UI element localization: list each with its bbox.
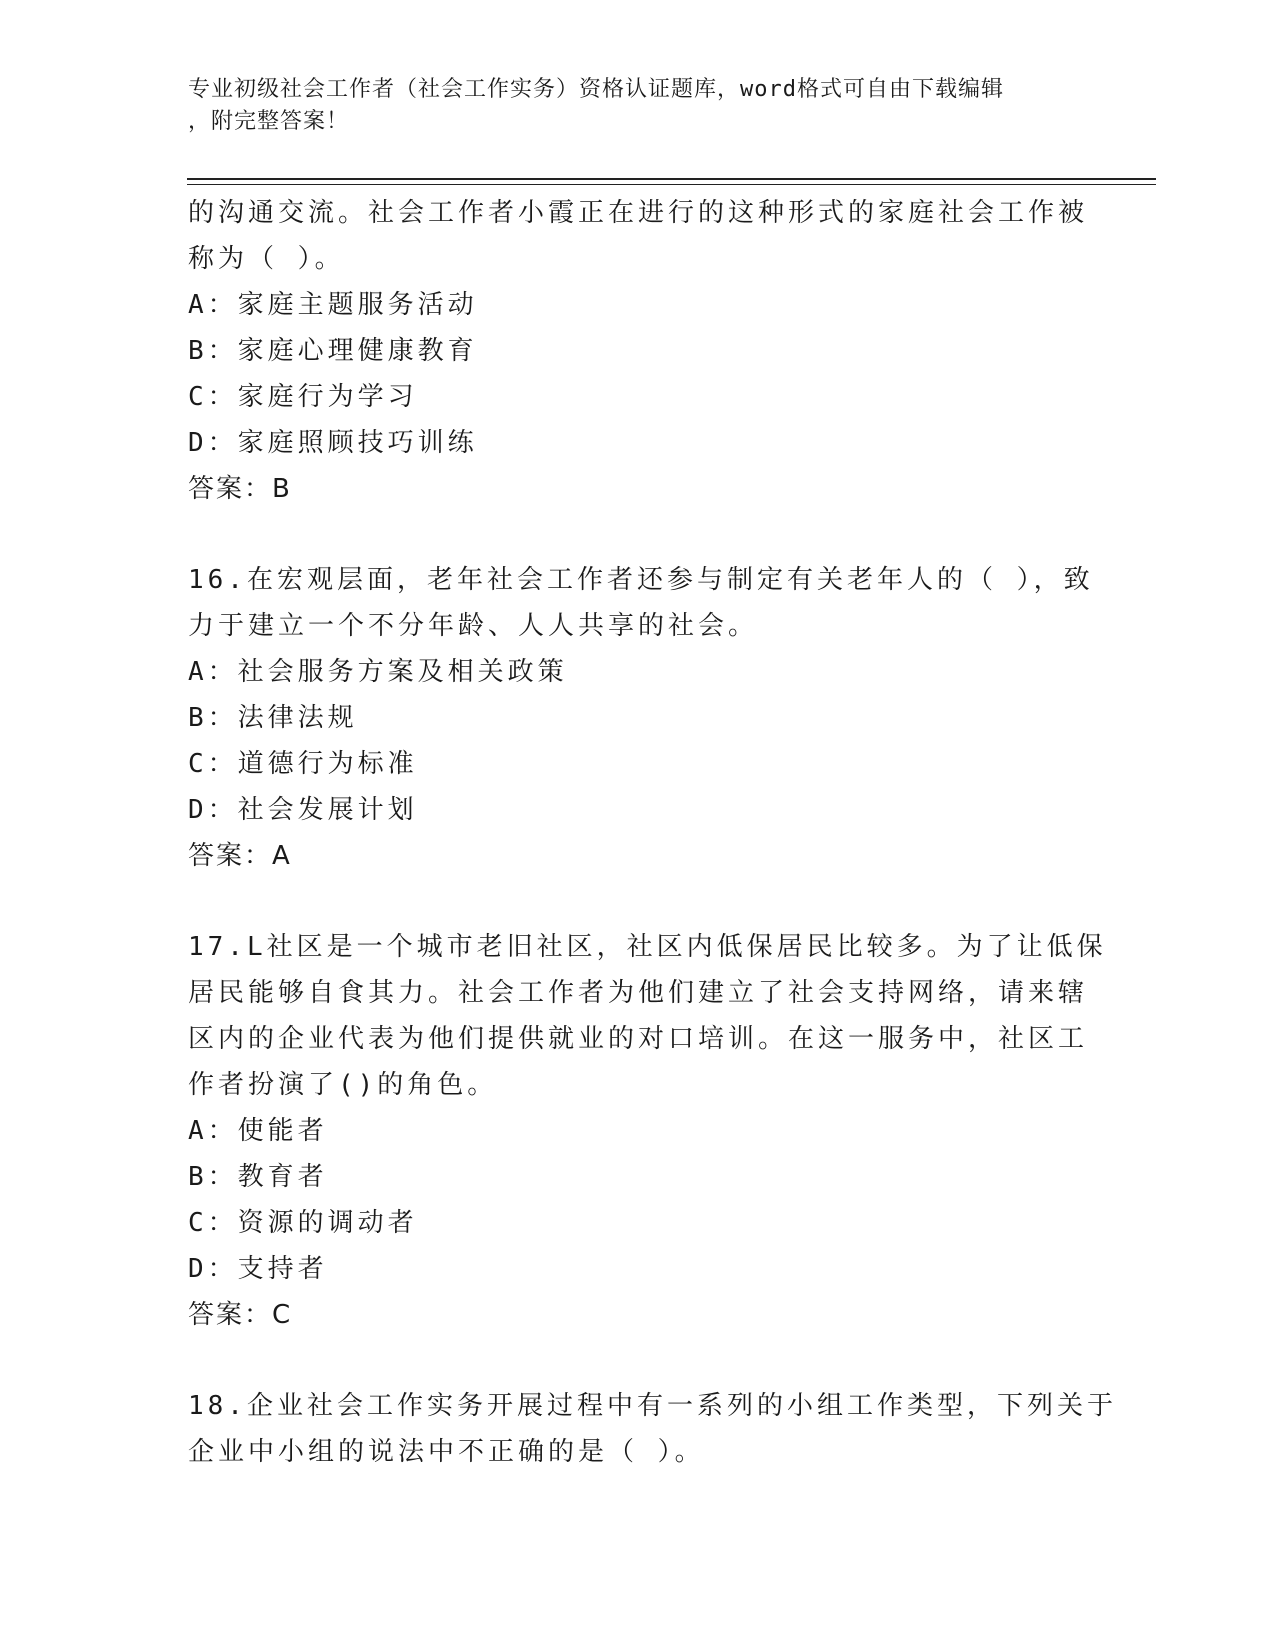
option-a: A：社会服务方案及相关政策 bbox=[188, 657, 568, 687]
option-d: D：支持者 bbox=[188, 1254, 328, 1284]
header-divider-thick bbox=[187, 178, 1156, 180]
question-stem: 17.L社区是一个城市老旧社区，社区内低保居民比较多。为了让低保 bbox=[188, 932, 1107, 962]
question-stem: 作者扮演了()的角色。 bbox=[188, 1070, 498, 1100]
question-stem: 企业中小组的说法中不正确的是（ ）。 bbox=[188, 1437, 705, 1467]
option-a: A：家庭主题服务活动 bbox=[188, 290, 478, 320]
answer: 答案：C bbox=[188, 1300, 293, 1330]
question-stem: 力于建立一个不分年龄、人人共享的社会。 bbox=[188, 611, 759, 641]
question-18 bbox=[188, 1383, 1117, 1475]
header-line-2: ，附完整答案！ bbox=[188, 109, 350, 134]
option-c: C：资源的调动者 bbox=[188, 1208, 418, 1238]
option-d: D：社会发展计划 bbox=[188, 795, 418, 825]
option-b: B：教育者 bbox=[188, 1162, 328, 1192]
option-d: D：家庭照顾技巧训练 bbox=[188, 428, 478, 458]
question-stem: 的沟通交流。社会工作者小霞正在进行的这种形式的家庭社会工作被 bbox=[188, 198, 1089, 228]
question-stem: 称为（ ）。 bbox=[188, 244, 345, 274]
document-header bbox=[188, 74, 1088, 138]
option-c: C：家庭行为学习 bbox=[188, 382, 418, 412]
question-stem: 16.在宏观层面，老年社会工作者还参与制定有关老年人的（ ），致 bbox=[188, 565, 1094, 595]
answer: 答案：A bbox=[188, 841, 292, 871]
option-c: C：道德行为标准 bbox=[188, 749, 418, 779]
question-stem: 区内的企业代表为他们提供就业的对口培训。在这一服务中，社区工 bbox=[188, 1024, 1089, 1054]
question-stem: 居民能够自食其力。社会工作者为他们建立了社会支持网络，请来辖 bbox=[188, 978, 1089, 1008]
answer: 答案：B bbox=[188, 474, 292, 504]
question-list bbox=[188, 190, 1117, 1520]
option-a: A：使能者 bbox=[188, 1116, 328, 1146]
question-stem: 18.企业社会工作实务开展过程中有一系列的小组工作类型，下列关于 bbox=[188, 1391, 1117, 1421]
question-15 bbox=[188, 190, 1088, 512]
option-b: B：家庭心理健康教育 bbox=[188, 336, 478, 366]
header-divider-thin bbox=[187, 184, 1156, 185]
question-17 bbox=[188, 924, 1107, 1338]
option-b: B：法律法规 bbox=[188, 703, 358, 733]
header-line-1: 专业初级社会工作者（社会工作实务）资格认证题库，word格式可自由下载编辑 bbox=[188, 77, 1004, 102]
question-16 bbox=[188, 557, 1094, 879]
